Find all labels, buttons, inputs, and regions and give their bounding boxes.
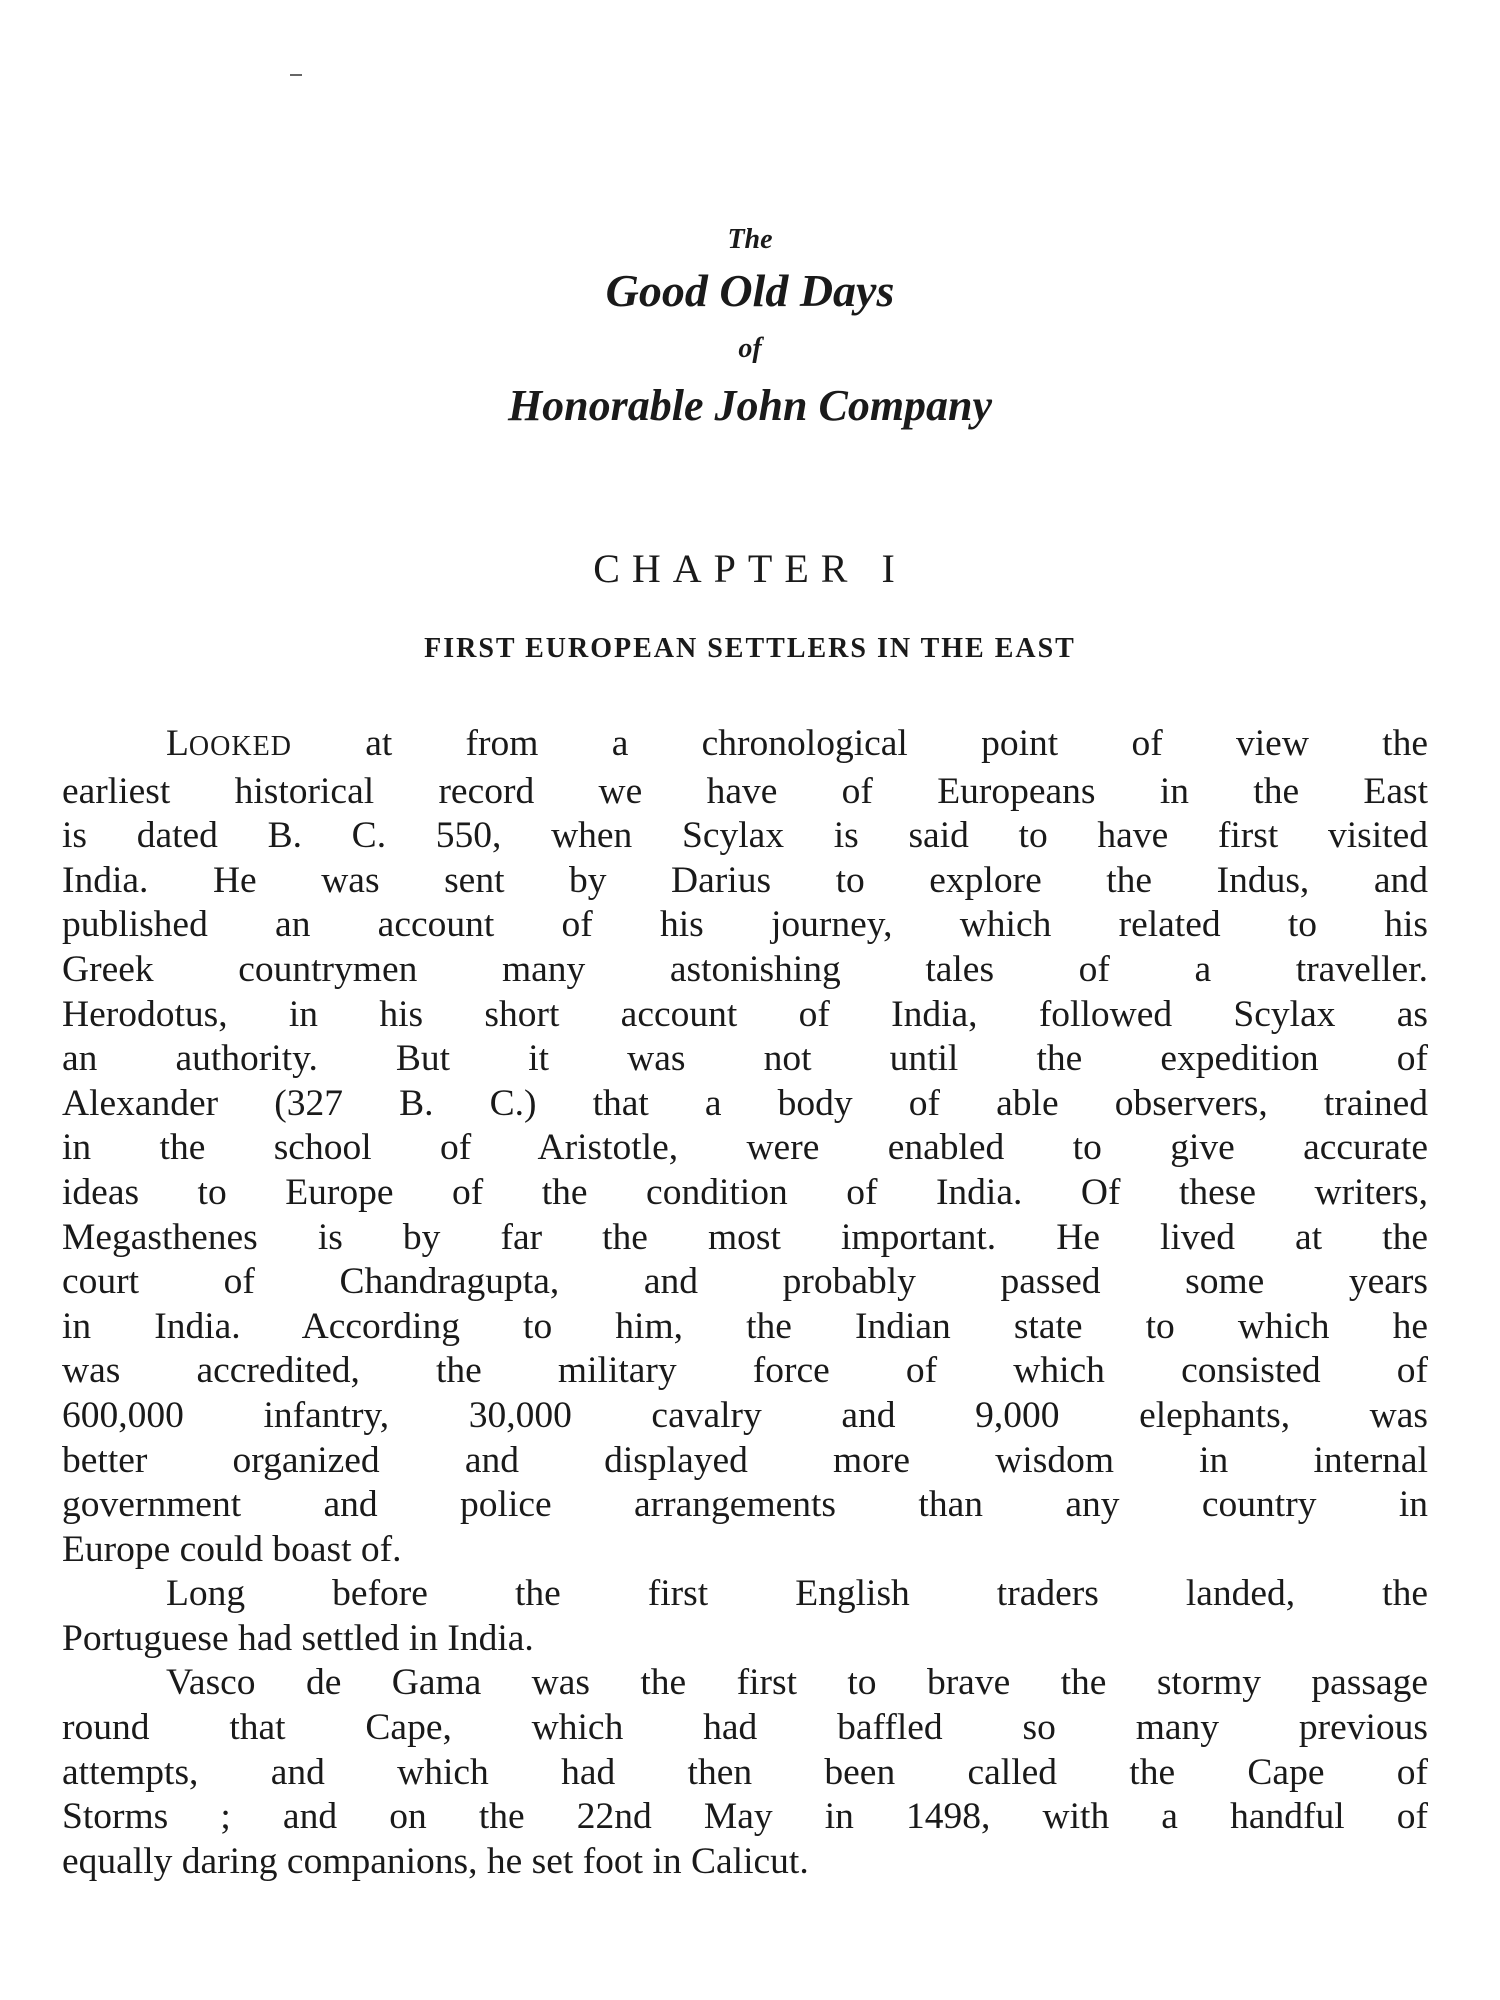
text-line: in India. According to him, the Indian state to which he — [62, 1305, 1428, 1347]
text-line: Storms ; and on the 22nd May in 1498, with a handful of — [62, 1796, 1428, 1838]
text-line: was accredited, the military force of which consisted of — [62, 1350, 1428, 1392]
text-line: published an account of his journey, which related to his — [62, 904, 1428, 946]
lead-initial: L — [166, 723, 189, 764]
title-the: The — [727, 224, 773, 255]
text-line: in the school of Aristotle, were enabled to give accurate — [62, 1127, 1428, 1169]
text-line: Portuguese had settled in India. — [62, 1617, 534, 1659]
paragraph-3 — [62, 1661, 1428, 1884]
text-line: Long before the first English traders landed, the — [166, 1573, 1428, 1615]
text-line: Megasthenes is by far the most important. He lived at the — [62, 1216, 1428, 1258]
text-line: attempts, and which had then been called the Cape of — [62, 1751, 1428, 1793]
scan-mark — [290, 74, 302, 76]
book-title — [0, 220, 1500, 436]
text-line: ideas to Europe of the condition of India. Of these writers, — [62, 1171, 1428, 1213]
title-of: of — [738, 333, 762, 364]
body-text — [62, 722, 1428, 1884]
text-line: Europe could boast of. — [62, 1528, 402, 1570]
text-line — [62, 722, 1428, 770]
text-line: is dated B. C. 550, when Scylax is said to have first visited — [62, 815, 1428, 857]
text-line: Herodotus, in his short account of India, followed Scylax as — [62, 993, 1428, 1035]
text-line: better organized and displayed more wisdom in internal — [62, 1439, 1428, 1481]
text-line: equally daring companions, he set foot in Calicut. — [62, 1840, 809, 1882]
text-line: court of Chandragupta, and probably passed some years — [62, 1261, 1428, 1303]
title-main: Good Old Days — [605, 265, 895, 316]
text-line: Greek countrymen many astonishing tales of a traveller. — [62, 948, 1428, 990]
text-line: an authority. But it was not until the expedition of — [62, 1038, 1428, 1080]
paragraph-1 — [62, 722, 1428, 1572]
text-line: 600,000 infantry, 30,000 cavalry and 9,000 elephants, was — [62, 1394, 1428, 1436]
text-line: round that Cape, which had baffled so many previous — [62, 1707, 1428, 1749]
paragraph-2 — [62, 1572, 1428, 1661]
text-line: Alexander (327 B. C.) that a body of able observers, trained — [62, 1082, 1428, 1124]
line-text: at from a chronological point of view the — [291, 723, 1428, 764]
chapter-number: CHAPTER I — [593, 546, 907, 591]
text-line: earliest historical record we have of Europeans in the East — [62, 770, 1428, 812]
lead-smallcaps: OOKED — [188, 731, 292, 762]
text-line: government and police arrangements than any country in — [62, 1484, 1428, 1526]
chapter-title: FIRST EUROPEAN SETTLERS IN THE EAST — [424, 633, 1076, 664]
text-line: Vasco de Gama was the first to brave the stormy passage — [166, 1662, 1428, 1704]
text-line: India. He was sent by Darius to explore the Indus, and — [62, 859, 1428, 901]
title-subtitle: Honorable John Company — [507, 381, 993, 430]
